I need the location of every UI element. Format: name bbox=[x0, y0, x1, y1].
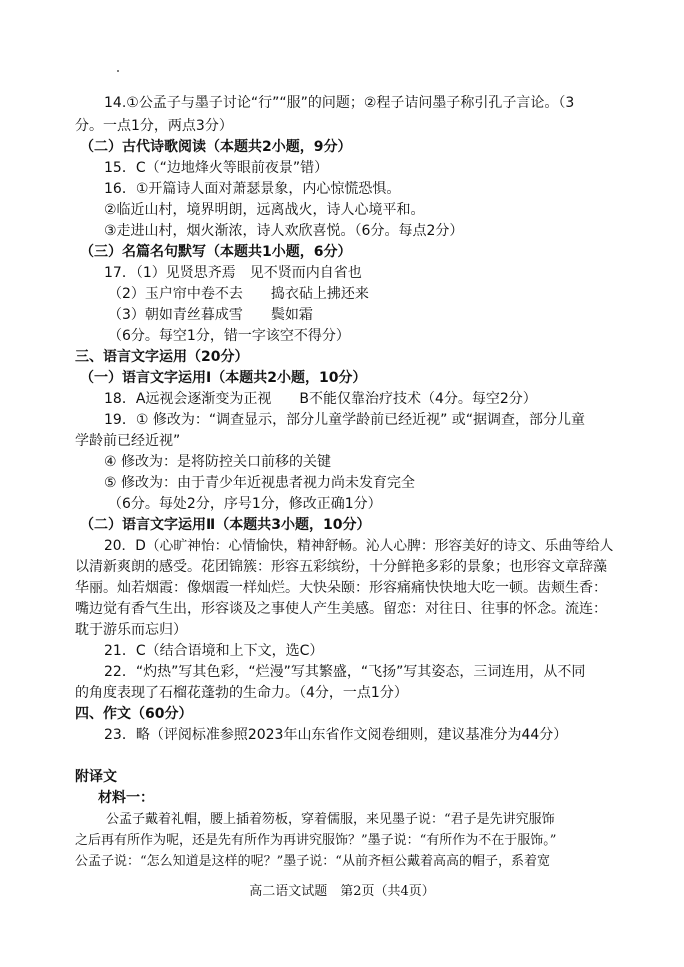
translation-line1: 公孟子戴着礼帽，腰上插着笏板，穿着儒服，来见墨子说：“君子是先讲究服饰 bbox=[106, 812, 555, 827]
answer-20-line3: 华丽。灿若烟霞：像烟霞一样灿烂。大快朵颐：形容痛痛快快地大吃一顿。齿颊生香： bbox=[75, 580, 607, 596]
answer-23: 23．略（评阅标准参照2023年山东省作文阅卷细则，建议基准分为44分） bbox=[104, 727, 568, 743]
answer-19-line3: ④ 修改为：是将防控关口前移的关键 bbox=[104, 454, 332, 470]
answer-19-line2: 学龄前已经近视” bbox=[75, 433, 181, 449]
answer-20-line5: 耽于游乐而忘归） bbox=[75, 622, 187, 638]
translation-line3: 公孟子说：“怎么知道是这样的呢？”墨子说：“从前齐桓公戴着高高的帽子，系着宽 bbox=[75, 854, 550, 869]
section-heading-language: 三、语言文字运用（20分） bbox=[75, 349, 249, 365]
section-heading-poetry: （二）古代诗歌阅读（本题共2小题，9分） bbox=[80, 139, 352, 155]
answer-21: 21．C（结合语境和上下文，选C） bbox=[104, 643, 324, 659]
answer-19-note: （6分。每处2分，序号1分，修改正确1分） bbox=[108, 496, 382, 512]
answer-14-line1: 14.①公孟子与墨子讨论“行”“服”的问题；②程子诘问墨子称引孔子言论。（3 bbox=[104, 95, 575, 111]
answer-18: 18．A远视会逐渐变为正视 B不能仅靠治疗技术（4分。每空2分） bbox=[104, 391, 537, 407]
answer-20-line1: 20．D（心旷神怡：心情愉快，精神舒畅。沁人心脾：形容美好的诗文、乐曲等给人 bbox=[104, 538, 614, 554]
answer-16-line2: ②临近山村，境界明朗，远离战火，诗人心境平和。 bbox=[104, 202, 425, 218]
answer-17-note: （6分。每空1分，错一字该空不得分） bbox=[108, 328, 350, 344]
answer-14-line2: 分。一点1分，两点3分） bbox=[75, 118, 233, 134]
answer-22-line2: 的角度表现了石榴花蓬勃的生命力。（4分，一点1分） bbox=[75, 685, 408, 701]
answer-22-line1: 22．“灼热”写其色彩，“烂漫”写其繁盛，“飞扬”写其姿态，三词连用，从不同 bbox=[104, 664, 586, 680]
answer-17-line1: 17．（1）见贤思齐焉 见不贤而内自省也 bbox=[104, 265, 362, 281]
answer-17-line3: （3）朝如青丝暮成雪 鬓如霜 bbox=[108, 307, 313, 323]
material-1-heading: 材料一： bbox=[98, 790, 154, 806]
scan-speck bbox=[117, 70, 119, 72]
answer-20-line2: 以清新爽朗的感受。花团锦簇：形容五彩缤纷，十分鲜艳多彩的景象；也形容文章辞藻 bbox=[75, 559, 607, 575]
answer-16-line1: 16．①开篇诗人面对萧瑟景象，内心惊慌恐惧。 bbox=[104, 181, 401, 197]
section-heading-dictation: （三）名篇名句默写（本题共1小题，6分） bbox=[80, 244, 352, 260]
translation-line2: 之后再有所作为呢，还是先有所作为再讲究服饰？”墨子说：“有所作为不在于服饰。” bbox=[75, 833, 557, 848]
answer-15: 15．C（“边地烽火等眼前夜景”错） bbox=[104, 160, 329, 176]
answer-17-line2: （2）玉户帘中卷不去 捣衣砧上拂还来 bbox=[108, 286, 369, 302]
answer-16-line3: ③走进山村，烟火渐浓，诗人欢欣喜悦。（6分。每点2分） bbox=[104, 223, 464, 239]
translation-heading: 附译文 bbox=[75, 769, 117, 785]
answer-20-line4: 嘴边觉有香气生出，形容谈及之事使人产生美感。留恋：对往日、往事的怀念。流连： bbox=[75, 601, 607, 617]
section-heading-language-2: （二）语言文字运用Ⅱ（本题共3小题，10分） bbox=[80, 517, 371, 533]
page-footer: 高二语文试题 第2页（共4页） bbox=[249, 884, 435, 899]
answer-19-line4: ⑤ 修改为：由于青少年近视患者视力尚未发育完全 bbox=[104, 475, 415, 491]
answer-19-line1: 19．① 修改为：“调查显示，部分儿童学龄前已经近视” 或“据调查，部分儿童 bbox=[104, 412, 586, 428]
section-heading-essay: 四、作文（60分） bbox=[75, 706, 193, 722]
section-heading-language-1: （一）语言文字运用Ⅰ（本题共2小题，10分） bbox=[80, 370, 367, 386]
